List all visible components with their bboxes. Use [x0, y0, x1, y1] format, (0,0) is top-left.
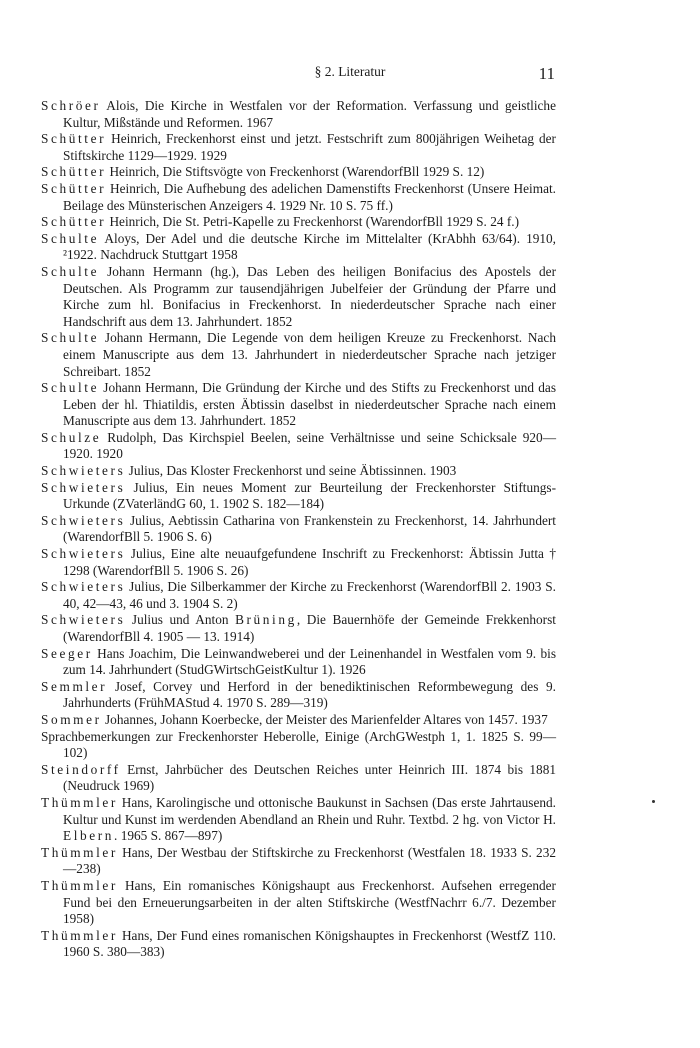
entry-text-continued: . 1965 S. 867—897) [114, 828, 223, 844]
entry-text: Hans, Ein romanisches Königshaupt aus Freckenhorst. Aufsehen erregender Fund bei den Erneuerungsarbeiten in der alten Stiftskirche (WestfNachrr 6./7. Dezember 1958) [63, 877, 556, 927]
entry-text: Josef, Corvey und Herford in der benediktinischen Reformbewegung des 9. Jahrhunderts (FrühMAStud 4. 1970 S. 289—319) [63, 678, 556, 711]
author-name: Semmler [41, 678, 108, 694]
entry-text: Hans Joachim, Die Leinwandweberei und der Leinenhandel in Westfalen vom 9. bis zum 14. Jahrhundert (StudGWirtschGeistKultur 1). 1926 [63, 645, 556, 678]
author-name: Schröer [41, 98, 101, 113]
author-name: Steindorff [41, 761, 121, 777]
entry-text: Julius, Ein neues Moment zur Beurteilung der Freckenhorster Stiftungs-Urkunde (ZVaterländG 60, 1. 1902 S. 182—184) [63, 479, 556, 512]
author-name: Thümmler [41, 794, 118, 810]
entry-text-continued: , Die Bauernhöfe der Gemeinde Frekkenhorst (WarendorfBll 4. 1905 — 13. 1914) [63, 612, 556, 644]
entry-text: Julius, Aebtissin Catharina von Frankenstein zu Freckenhorst, 14. Jahrhundert (WarendorfBll 5. 1906 S. 6) [63, 512, 556, 545]
author-name: Schwieters [41, 612, 126, 628]
bibliography-entry [41, 264, 556, 330]
bibliography-entry [41, 845, 556, 878]
entry-text: Heinrich, Freckenhorst einst und jetzt. Festschrift zum 800jährigen Weihetag der Stiftskirche 1129—1929. 1929 [63, 131, 556, 163]
bibliography-entry [41, 214, 556, 231]
author-name: Schulte [41, 380, 100, 396]
author-name: Schwieters [41, 512, 126, 528]
running-head [0, 64, 700, 82]
author-name: Thümmler [41, 927, 118, 943]
author-name: Schwieters [41, 546, 126, 562]
entry-text: Hans, Der Fund eines romanischen Königshauptes in Freckenhorst (WestfZ 110. 1960 S. 380—383) [63, 927, 556, 960]
bibliography-entry [41, 513, 556, 546]
author-name: Schwieters [41, 479, 126, 495]
bibliography-entry [41, 330, 556, 380]
entry-text: Heinrich, Die Aufhebung des adelichen Damenstifts Freckenhorst (Unsere Heimat. Beilage des Münsterischen Anzeigers 4. 1929 Nr. 10 S. 75 ff.) [63, 180, 556, 213]
section-title: § 2. Literatur [314, 64, 386, 79]
author-name: Schwieters [41, 579, 126, 595]
bibliography-entry [41, 546, 556, 579]
entry-text: Heinrich, Die St. Petri-Kapelle zu Freckenhorst (WarendorfBll 1929 S. 24 f.) [106, 214, 519, 230]
author-name: Schütter [41, 164, 107, 180]
bibliography-entry [41, 98, 556, 131]
author-name: Schwieters [41, 463, 126, 479]
entry-text: Ernst, Jahrbücher des Deutschen Reiches unter Heinrich III. 1874 bis 1881 (Neudruck 1969) [63, 761, 556, 794]
bibliography-entry [41, 380, 556, 430]
author-name: Schulte [41, 230, 100, 246]
bibliography-entry [41, 231, 556, 264]
coauthor-name: Brüning [235, 612, 297, 628]
author-name: Sommer [41, 711, 102, 727]
entry-text: Aloys, Der Adel und die deutsche Kirche im Mittelalter (KrAbhh 63/64). 1910, ²1922. Nachdruck Stuttgart 1958 [63, 230, 556, 263]
author-name: Seeger [41, 645, 93, 661]
bibliography-entry [41, 878, 556, 928]
editor-name: Elbern [63, 828, 115, 844]
author-name: Schütter [41, 131, 107, 147]
author-name: Schulze [41, 429, 102, 445]
author-name: Schütter [41, 214, 107, 230]
bibliography-entry [41, 928, 556, 961]
entry-text: Heinrich, Die Stiftsvögte von Freckenhorst (WarendorfBll 1929 S. 12) [106, 164, 485, 180]
entry-text: Julius und Anton [125, 612, 236, 628]
bibliography-entry [41, 579, 556, 612]
bibliography-entry [41, 131, 556, 164]
entry-text: Johann Hermann, Die Legende von dem heiligen Kreuze zu Freckenhorst. Nach einem Manuscripte aus dem 13. Jahrhundert in niederdeutscher Sprache nach jetziger Schreibart. 1852 [63, 330, 556, 379]
bibliography-entry [41, 762, 556, 795]
entry-text: Johann Hermann (hg.), Das Leben des heiligen Bonifacius des Apostels der Deutschen. Als Programm zur tausendjährigen Jubelfeier der Gründung der Pfarre und Kirche zum hl. Bonifacius in Freckenhorst. In niederdeutscher Sprache nach einer Handschrift aus dem 13. Jahrhundert. 1852 [63, 263, 556, 329]
author-name: Schulte [41, 330, 100, 346]
bibliography-entry [41, 795, 556, 845]
bibliography-entry [41, 646, 556, 679]
entry-text: Julius, Die Silberkammer der Kirche zu Freckenhorst (WarendorfBll 2. 1903 S. 40, 42—43, 46 und 3. 1904 S. 2) [63, 579, 556, 611]
page-number: 11 [538, 64, 555, 83]
bibliography-entry [41, 463, 556, 480]
bibliography-entry [41, 480, 556, 513]
bibliography-entry [41, 164, 556, 181]
author-name: Thümmler [41, 844, 118, 860]
bibliography-entry [41, 729, 556, 762]
entry-text: Julius, Das Kloster Freckenhorst und seine Äbtissinnen. 1903 [125, 463, 457, 479]
author-name: Schütter [41, 180, 107, 196]
bibliography-entry [41, 612, 556, 645]
entry-text: Hans, Der Westbau der Stiftskirche zu Freckenhorst (Westfalen 18. 1933 S. 232—238) [63, 844, 556, 877]
entry-text: Johann Hermann, Die Gründung der Kirche und des Stifts zu Freckenhorst und das Leben der hl. Thiatildis, ersten Äbtissin daselbst in niederdeutscher Sprache nach einem Manuscripte aus dem 13. Jahrhundert. 1852 [63, 380, 556, 429]
author-name: Schulte [41, 263, 100, 279]
entry-text: Hans, Karolingische und ottonische Baukunst in Sachsen (Das erste Jahrtausend. Kultur und Kunst im werdenden Abendland an Rhein und Ruhr. Textbd. 2 hg. von Victor H. [63, 794, 556, 827]
bibliography-entry [41, 679, 556, 712]
bibliography-entry [41, 430, 556, 463]
bibliography-entry [41, 181, 556, 214]
entry-text: Rudolph, Das Kirchspiel Beelen, seine Verhältnisse und seine Schicksale 920—1920. 1920 [63, 429, 556, 462]
margin-dot [652, 800, 655, 803]
entry-text: Alois, Die Kirche in Westfalen vor der Reformation. Verfassung und geistliche Kultur, Mißstände und Reformen. 1967 [63, 98, 556, 130]
bibliography-list [41, 98, 556, 961]
entry-text: Julius, Eine alte neuaufgefundene Inschrift zu Freckenhorst: Äbtissin Jutta † 1298 (WarendorfBll 5. 1906 S. 26) [63, 546, 556, 578]
author-name: Thümmler [41, 877, 118, 893]
entry-text: Johannes, Johann Koerbecke, der Meister des Marienfelder Altares von 1457. 1937 [101, 711, 548, 727]
entry-text: Sprachbemerkungen zur Freckenhorster Heberolle, Einige (ArchGWestph 1, 1. 1825 S. 99—102) [41, 728, 556, 761]
bibliography-entry [41, 712, 556, 729]
